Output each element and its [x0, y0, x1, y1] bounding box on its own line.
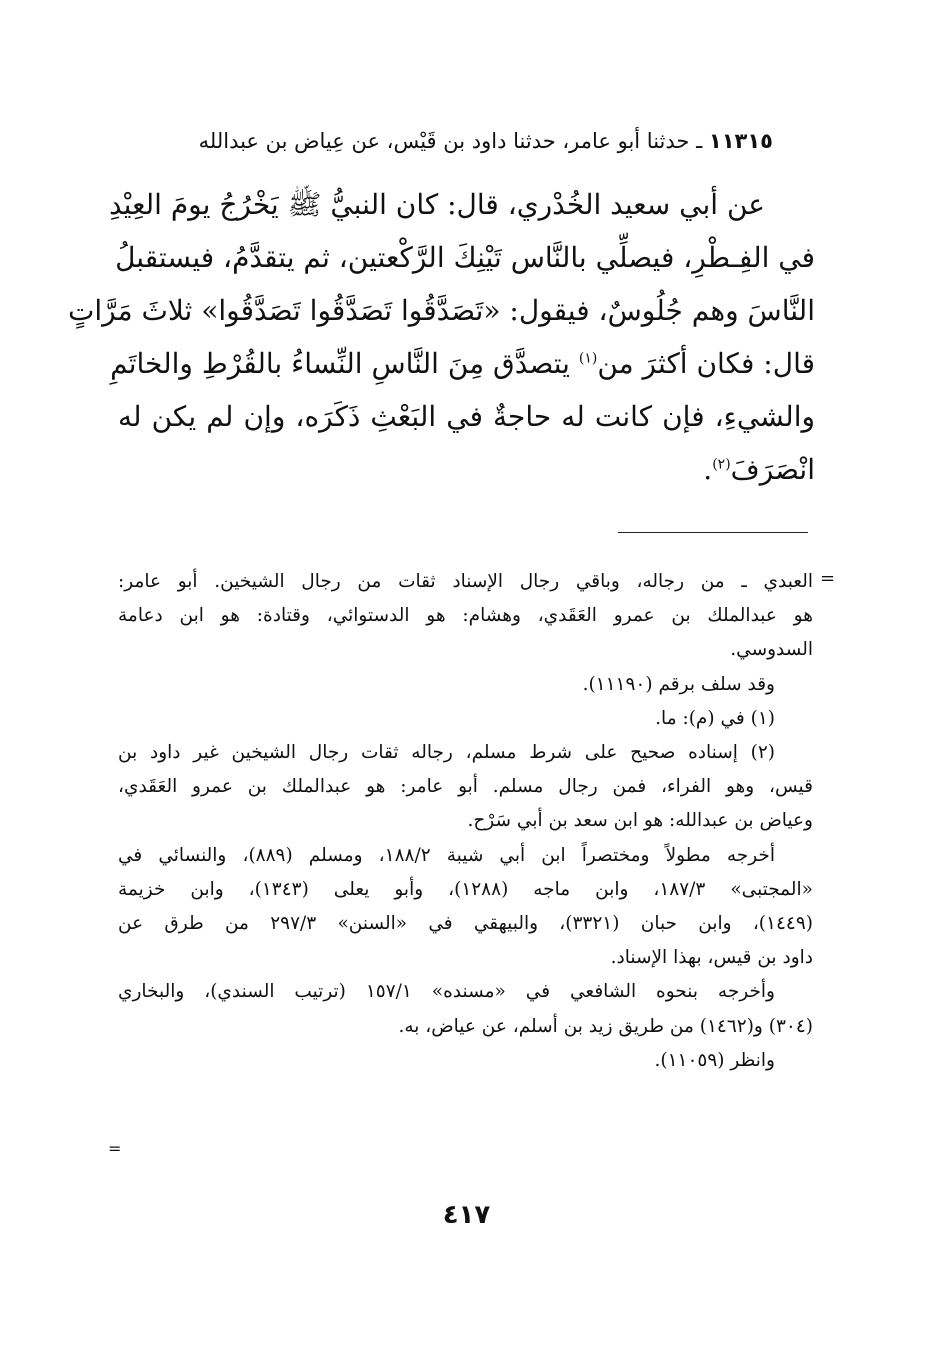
footnote-line: «المجتبى» ١٨٧/٣، وابن ماجه (١٢٨٨)، وأبو يعلى (١٣٤٣)، وابن خزيمة [118, 878, 813, 900]
page-number: ٤١٧ [442, 1200, 491, 1230]
footnotes-section [118, 565, 813, 1078]
hadith-end-mark: . [703, 453, 713, 486]
continuation-marker-top: = [820, 568, 836, 589]
footnote-1: (١) في (م): ما. [655, 707, 775, 729]
footnote-divider [618, 532, 808, 533]
hadith-line-5: والشيءِ، فإن كانت له حاجةٌ في البَعْثِ ذَكَرَه، وإن لم يكن له [118, 400, 815, 433]
footnote-line: وعياض بن عبدالله: هو ابن سعد بن أبي سَرْح. [467, 810, 813, 832]
hadith-line-3: النَّاسَ وهم جُلُوسٌ، فيقول: «تَصَدَّقُوا تَصَدَّقُوا تَصَدَّقُوا» ثلاثَ مَرَّاتٍ [67, 294, 815, 327]
hadith-line-4-end: يتصدَّق مِنَ النَّاسِ النِّساءُ بالقُرْطِ والخاتَمِ [110, 347, 579, 380]
hadith-line-2: في الفِـطْرِ، فيصلِّي بالنَّاس تَيْنِكَ الرَّكْعتين، ثم يتقدَّمُ، فيستقبلُ [115, 241, 815, 274]
hadith-line-4-start: قال: فكان أكثرَ من [597, 347, 815, 380]
footnote-line: العبدي ـ من رجاله، وباقي رجال الإسناد ثقات من رجال الشيخين. أبو عامر: [118, 571, 813, 592]
footnote-line: قيس، وهو الفراء، فمن رجال مسلم. أبو عامر: هو عبدالملك بن عمرو العَقَدي، [118, 776, 813, 798]
footnote-line: وانظر (١١٠٥٩). [654, 1049, 775, 1071]
hadith-line-1: عن أبي سعيد الخُدْري، قال: كان النبيُّ ﷺ يَخْرُجُ يومَ العِيْدِ [108, 188, 765, 221]
footnote-line: (٣٠٤) و(١٤٦٢) من طريق زيد بن أسلم، عن عياض، به. [398, 1015, 813, 1037]
hadith-last-word: انْصَرَفَ [730, 453, 815, 486]
footnote-line: وأخرجه بنحوه الشافعي في «مسنده» ١٥٧/١ (ترتيب السندي)، والبخاري [118, 981, 775, 1003]
hadith-text [67, 178, 815, 496]
hadith-line-6 [118, 443, 815, 496]
hadith-number: ١١٣١٥ [708, 129, 773, 153]
footnote-ref-1: (١) [578, 350, 598, 367]
footnote-line: السدوسي. [730, 639, 813, 661]
continuation-marker-bottom: = [108, 1139, 122, 1158]
hadith-line-4 [110, 337, 815, 390]
hadith-isnad: ـ حدثنا أبو عامر، حدثنا داود بن قَيْس، عن عِياض بن عبدالله [198, 129, 703, 153]
footnote-line: أخرجه مطولاً ومختصراً ابن أبي شيبة ١٨٨/٢، ومسلم (٨٨٩)، والنسائي في [118, 844, 775, 866]
footnote-line: هو عبدالملك بن عمرو العَقَدي، وهشام: هو الدستوائي، وقتادة: هو ابن دعامة [118, 605, 813, 627]
footnote-line: داود بن قيس، بهذا الإسناد. [610, 947, 813, 969]
footnote-ref-2: (٢) [712, 456, 731, 473]
hadith-heading [100, 122, 773, 160]
footnote-line: وقد سلف برقم (١١١٩٠). [582, 673, 775, 695]
footnote-line: (١٤٤٩)، وابن حبان (٣٣٢١)، والبيهقي في «السنن» ٢٩٧/٣ من طرق عن [118, 913, 813, 935]
footnote-2: (٢) إسناده صحيح على شرط مسلم، رجاله ثقات رجال الشيخين غير داود بن [118, 742, 775, 764]
